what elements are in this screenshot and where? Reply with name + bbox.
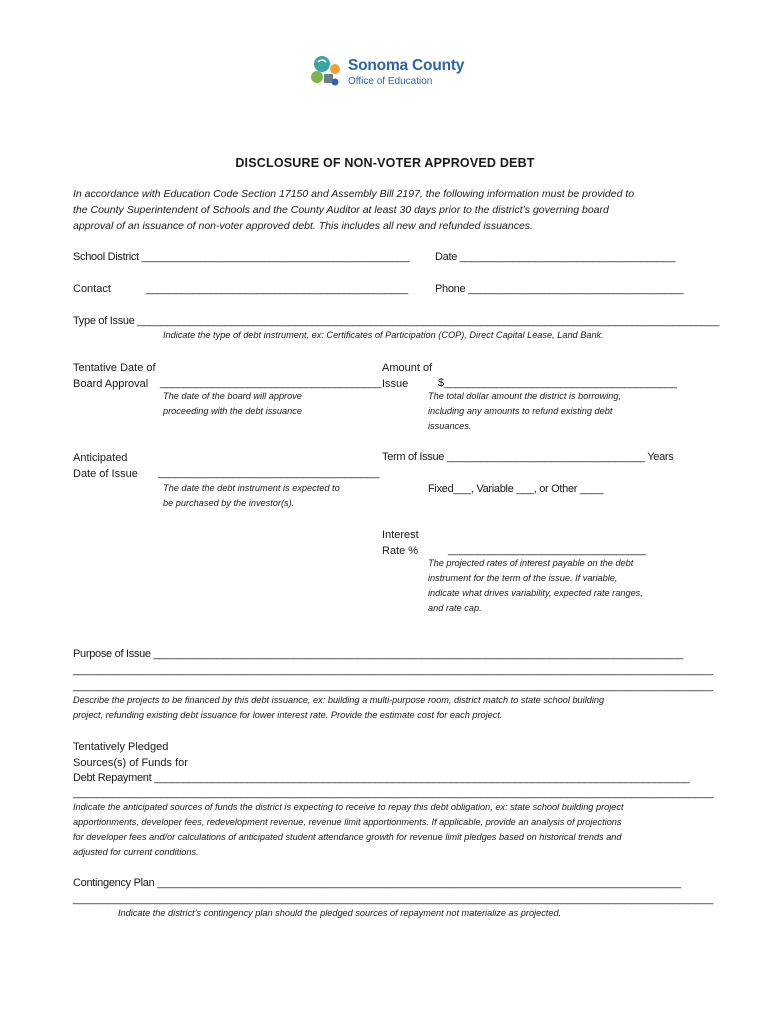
- logo-title: Sonoma County: [348, 57, 465, 74]
- purpose-hint: Describe the projects to be financed by this debt issuance, ex: building a multi-purpose room, district match to state school building project, refunding existing debt issuance for lower interest rate. Provide the estimate cost for each project.: [73, 695, 605, 720]
- interest-rate-label: Interest Rate %: [382, 529, 419, 557]
- school-district-field[interactable]: School District ______________________________________________: [73, 251, 410, 263]
- amount-hint: The total dollar amount the district is borrowing, including any amounts to refund existing debt issuances.: [428, 391, 622, 431]
- pledged-sources-label: Tentatively Pledged Sources(s) of Funds for: [73, 741, 188, 769]
- phone-field[interactable]: Phone _____________________________________: [435, 283, 684, 295]
- interest-rate-hint: The projected rates of interest payable on the debt instrument for the term of the issue. If variable, indicate what drives variability, expected rate ranges, and rate cap.: [428, 558, 643, 613]
- interest-rate-field[interactable]: __________________________________: [448, 544, 646, 556]
- purpose-of-issue-field[interactable]: Purpose of Issue ___________________________________________________________________________________________: [73, 648, 683, 660]
- contingency-plan-field[interactable]: Contingency Plan __________________________________________________________________________________________: [73, 877, 681, 889]
- intro-line: approval of an issuance of non-voter approved debt. This includes all new and refunded issuances.: [73, 220, 533, 232]
- tentative-date-field[interactable]: ______________________________________: [160, 377, 382, 389]
- purpose-line[interactable]: ______________________________________________________________________________________________________________: [73, 664, 713, 676]
- pledged-sources-line[interactable]: ______________________________________________________________________________________________________________: [73, 787, 713, 799]
- contingency-plan-hint: Indicate the district’s contingency plan should the pledged sources of repayment not materialize as projected.: [118, 908, 562, 918]
- anticipated-date-label: Anticipated Date of Issue: [73, 452, 138, 480]
- type-of-issue-hint: Indicate the type of debt instrument, ex: Certificates of Participation (COP), Direct Capital Lease, Land Bank.: [163, 330, 604, 340]
- contact-field[interactable]: _____________________________________________: [146, 283, 408, 295]
- type-of-issue-field[interactable]: Type of Issue ____________________________________________________________________________________________________: [73, 315, 720, 327]
- purpose-line[interactable]: ______________________________________________________________________________________________________________: [73, 680, 713, 692]
- logo-subtitle: Office of Education: [348, 76, 433, 87]
- intro-line: In accordance with Education Code Section 17150 and Assembly Bill 2197, the following information must be provided to: [73, 188, 635, 200]
- tentative-date-label: Tentative Date of Board Approval: [73, 362, 156, 390]
- page-title: DISCLOSURE OF NON-VOTER APPROVED DEBT: [235, 156, 535, 170]
- pledged-sources-field[interactable]: Debt Repayment ____________________________________________________________________________________________: [73, 772, 690, 784]
- term-of-issue-field[interactable]: Term of Issue __________________________________ Years: [382, 451, 674, 463]
- tentative-date-hint: The date of the board will approve proceeding with the debt issuance: [163, 391, 302, 416]
- contingency-plan-line[interactable]: ______________________________________________________________________________________________________________: [73, 893, 713, 905]
- logo-mark-icon: [308, 54, 346, 90]
- contact-label: Contact: [73, 283, 111, 295]
- amount-label: Amount of Issue: [382, 362, 433, 390]
- anticipated-date-field[interactable]: ______________________________________: [158, 467, 380, 479]
- intro-line: the County Superintendent of Schools and the County Auditor at least 30 days prior to the district’s governing board: [73, 204, 609, 216]
- anticipated-date-hint: The date the debt instrument is expected to be purchased by the investor(s).: [163, 483, 340, 508]
- term-options-field[interactable]: Fixed___, Variable ___, or Other ____: [428, 483, 604, 495]
- date-field[interactable]: Date _____________________________________: [435, 251, 676, 263]
- intro-paragraph: [73, 186, 634, 234]
- amount-field[interactable]: $________________________________________: [438, 377, 677, 389]
- logo: [308, 54, 468, 94]
- pledged-sources-hint: Indicate the anticipated sources of funds the district is expecting to receive to repay this debt obligation, ex: state school building project apportionments, developer fees, redevelopment revenue, revenue limit apportionments. If applicable, provide an analysis of projections for developer fees and/or calculations of anticipated student attendance growth for revenue limit pledges based on historical trends and adjusted for current conditions.: [73, 802, 624, 857]
